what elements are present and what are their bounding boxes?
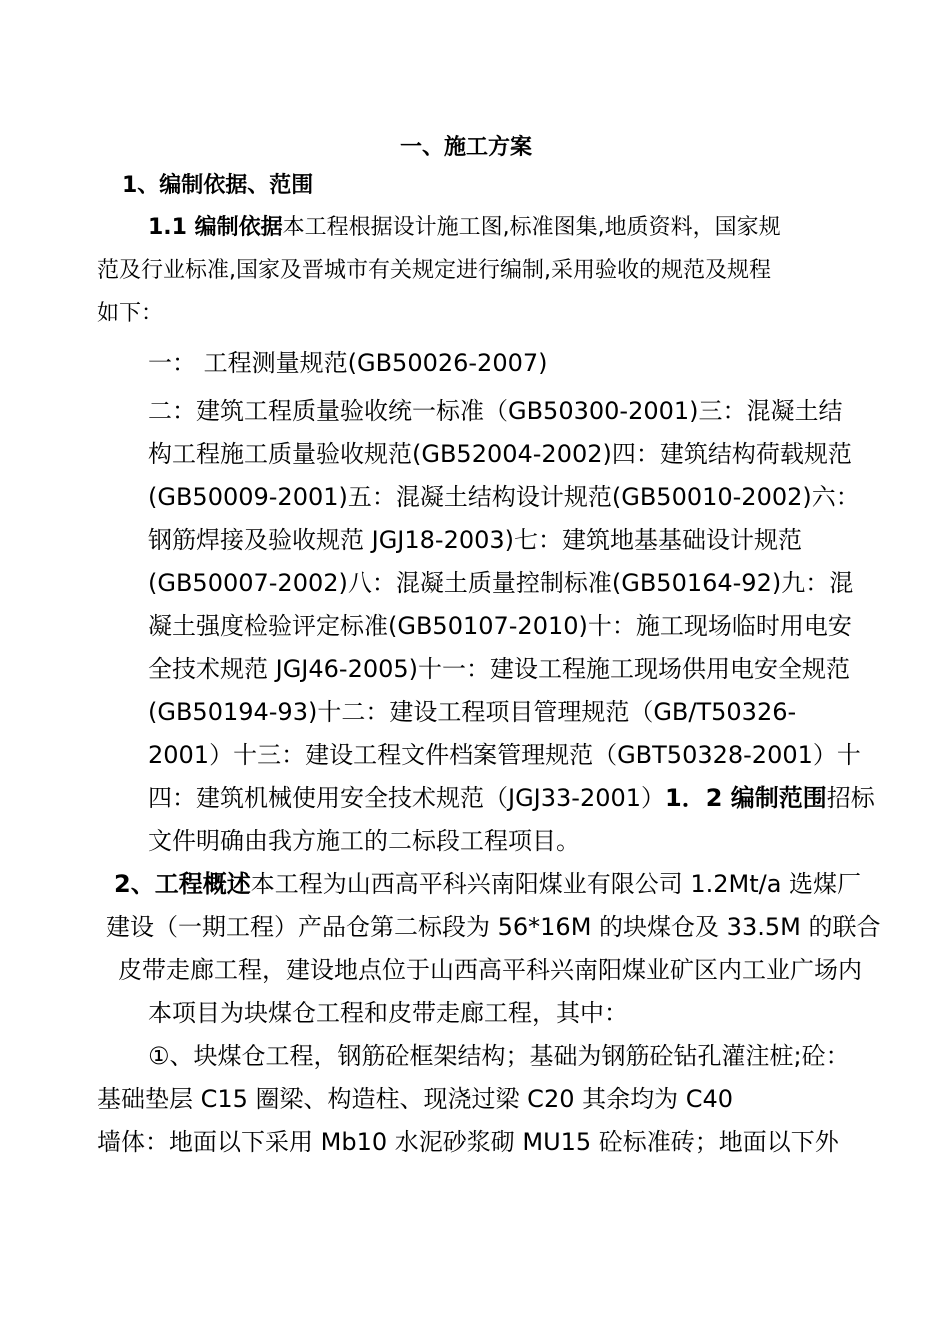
section-2-line-7: 墙体：地面以下采用 Mb10 水泥砂浆砌 MU15 砼标准砖；地面以下外 (97, 1128, 839, 1156)
standards-line-3: 构工程施工质量验收规范(GB52004-2002)四：建筑结构荷载规范 (148, 440, 852, 468)
standards-line-4: (GB50009-2001)五：混凝土结构设计规范(GB50010-2002)六： (148, 483, 860, 511)
standards-line-6: (GB50007-2002)八：混凝土质量控制标准(GB50164-92)九：混 (148, 569, 854, 597)
section-2-label: 2、工程概述 (114, 870, 251, 898)
paragraph-1-1-line-3: 如下： (97, 301, 164, 326)
section-2-line-2: 建设（一期工程）产品仓第二标段为 56*16M 的块煤仓及 33.5M 的联合 (106, 913, 881, 941)
standard-item-1: 一： 工程测量规范(GB50026-2007) (148, 349, 548, 377)
paragraph-1-1-line-2: 范及行业标准,国家及晋城市有关规定进行编制,采用验收的规范及规程 (97, 258, 771, 283)
section-2-line-3: 皮带走廊工程，建设地点位于山西高平科兴南阳煤业矿区内工业广场内 (118, 956, 862, 984)
standards-line-11: 四：建筑机械使用安全技术规范（JGJ33-2001）1．2 编制范围招标 (148, 784, 875, 812)
standards-line-10: 2001）十三：建设工程文件档案管理规范（GBT50328-2001）十 (148, 741, 861, 769)
section-2-line-4: 本项目为块煤仓工程和皮带走廊工程，其中： (148, 999, 628, 1027)
section-2-line-1: 2、工程概述本工程为山西高平科兴南阳煤业有限公司 1.2Mt/a 选煤厂 (114, 870, 862, 898)
section-1-heading: 1、编制依据、范围 (122, 173, 314, 198)
standards-line-2: 二：建筑工程质量验收统一标准（GB50300-2001)三：混凝土结 (148, 397, 843, 425)
standards-line-9: (GB50194-93)十二：建设工程项目管理规范（GB/T50326- (148, 698, 797, 726)
section-1-1-label: 1.1 编制依据 (148, 215, 283, 240)
standards-line-8: 全技术规范 JGJ46-2005)十一：建设工程施工现场供用电安全规范 (148, 655, 851, 683)
standards-line-12: 文件明确由我方施工的二标段工程项目。 (148, 827, 580, 855)
section-1-2-label: 1．2 编制范围 (665, 784, 827, 812)
paragraph-1-1-line-1: 1.1 编制依据本工程根据设计施工图,标准图集,地质资料，国家规 (148, 215, 781, 240)
section-2-line-5: ①、块煤仓工程，钢筋砼框架结构；基础为钢筋砼钻孔灌注桩;砼： (148, 1042, 850, 1070)
standards-line-5: 钢筋焊接及验收规范 JGJ18-2003)七：建筑地基基础设计规范 (148, 526, 803, 554)
page-title: 一、施工方案 (400, 135, 533, 160)
standards-line-7: 凝土强度检验评定标准(GB50107-2010)十：施工现场临时用电安 (148, 612, 852, 640)
section-2-line-6: 基础垫层 C15 圈梁、构造柱、现浇过梁 C20 其余均为 C40 (97, 1085, 734, 1113)
